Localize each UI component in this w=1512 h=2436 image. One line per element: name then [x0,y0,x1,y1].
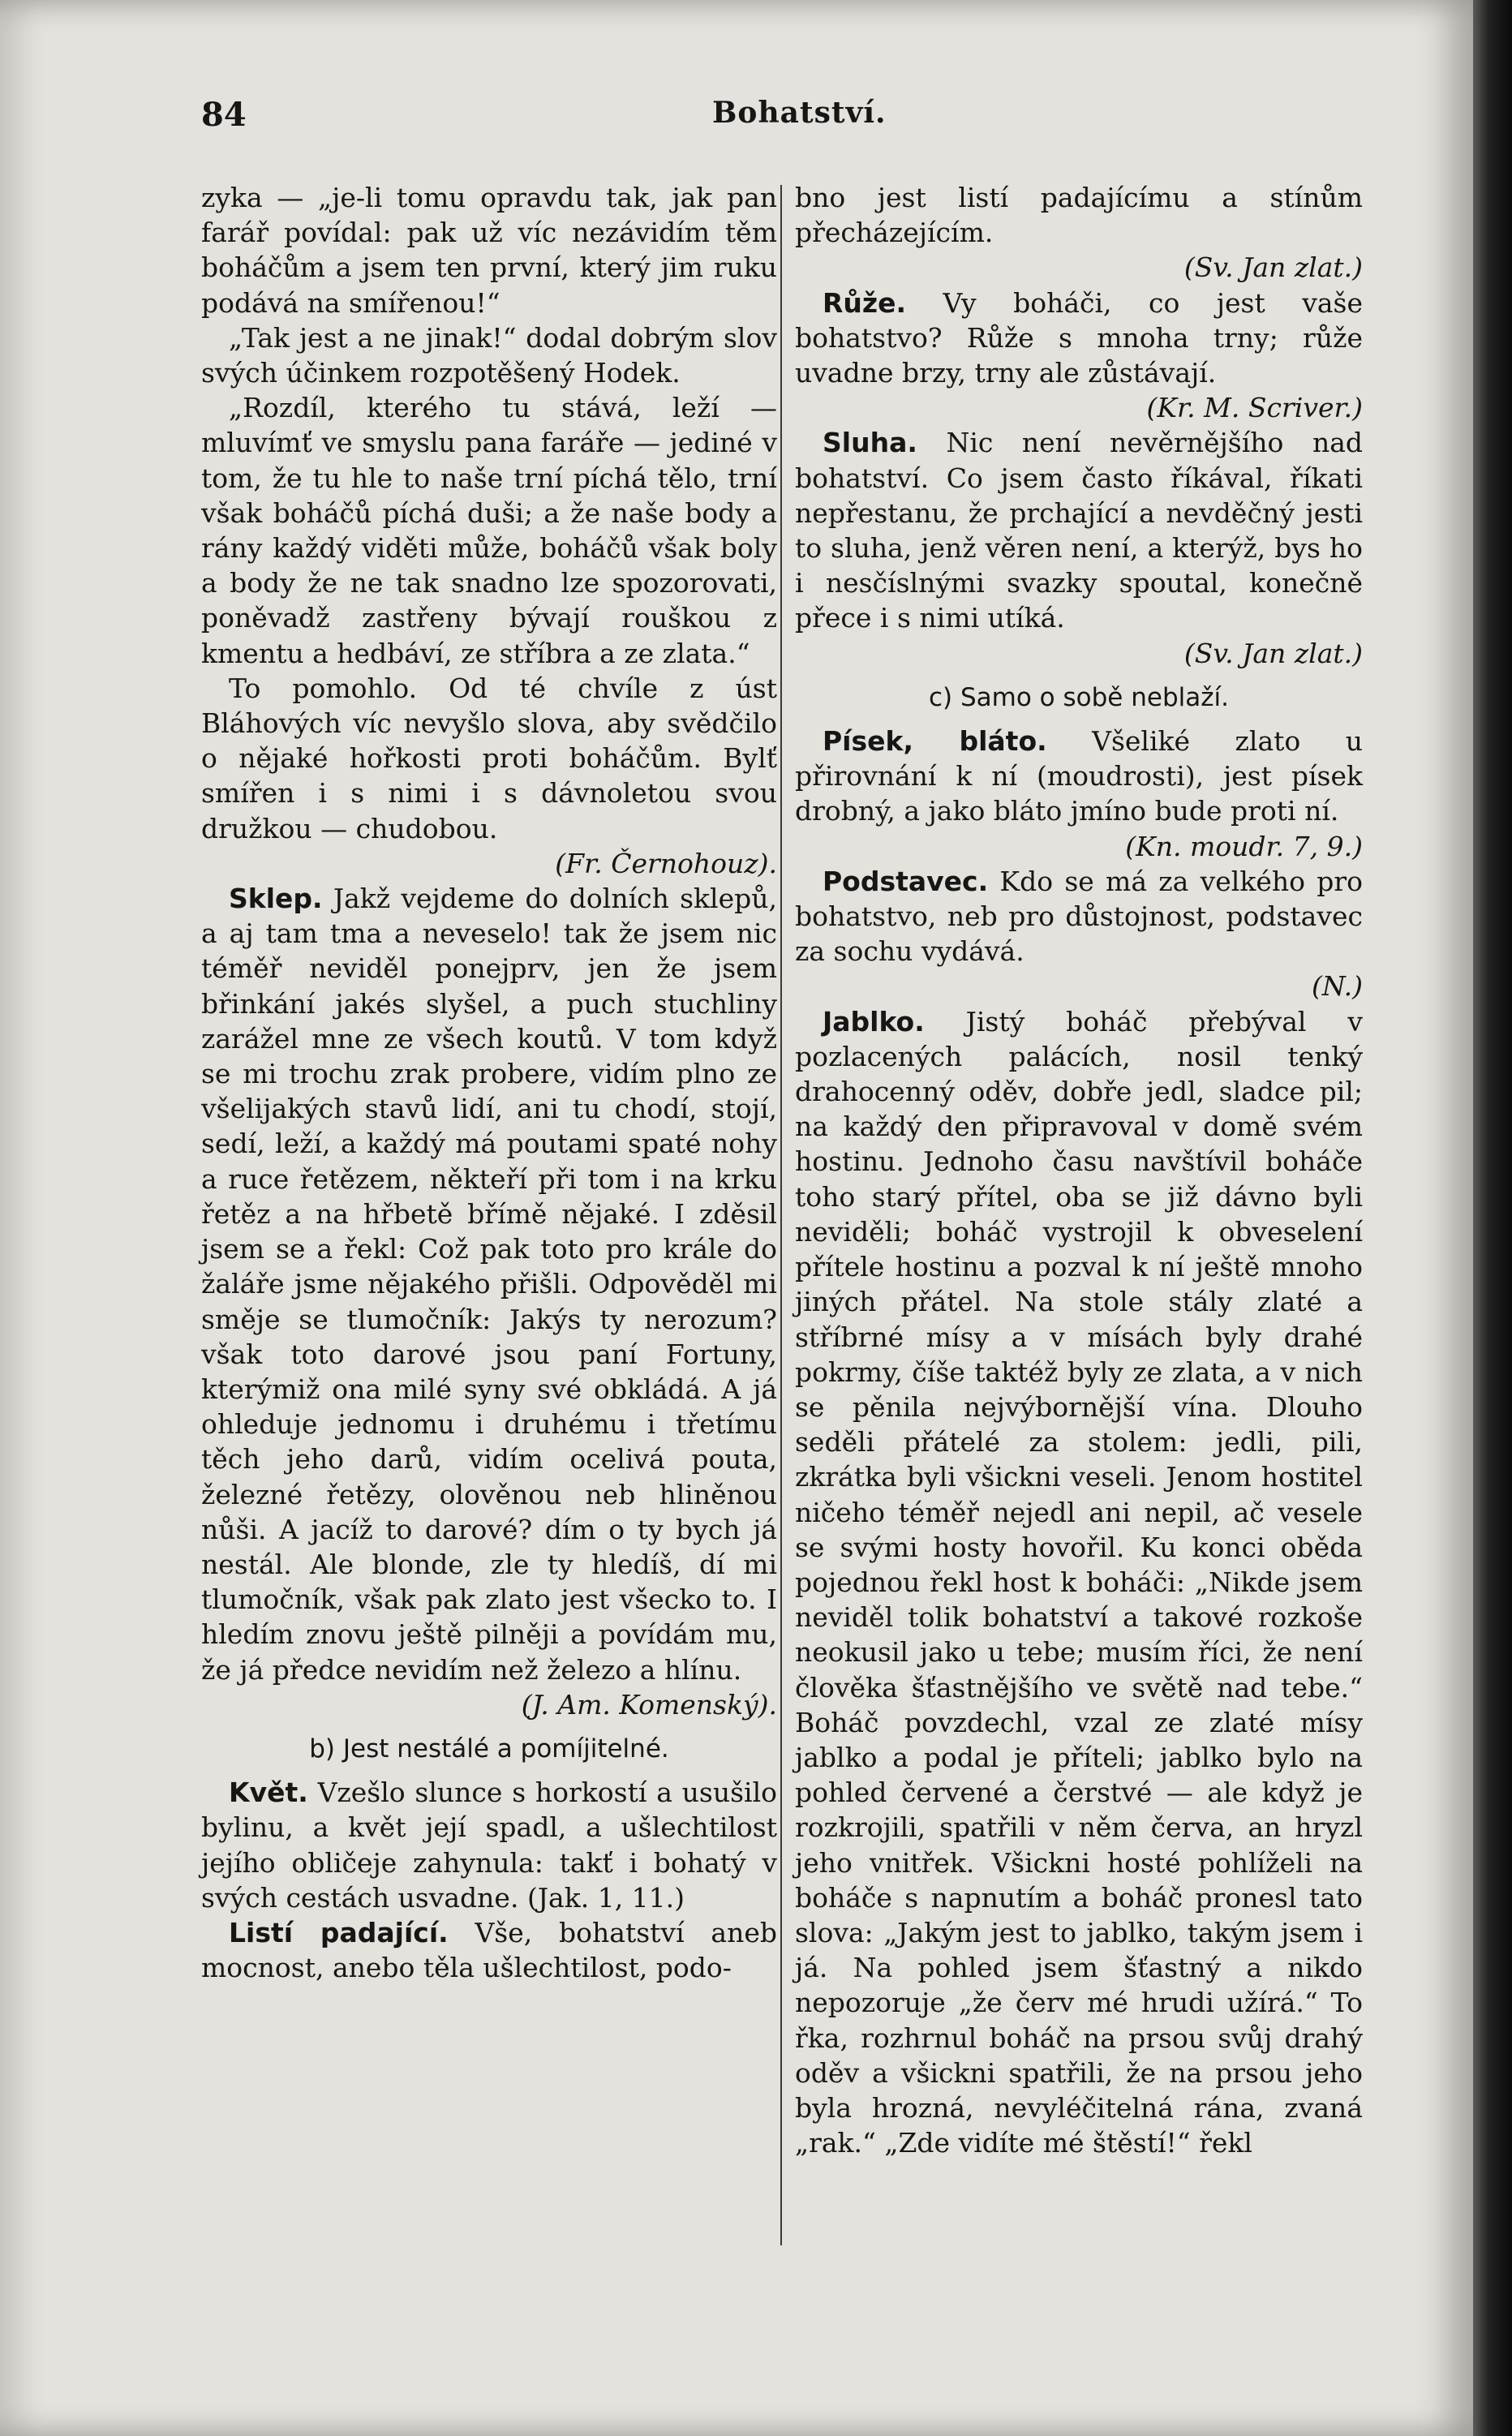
entry-sluha [795,425,1363,635]
entry-keyword: Listí padající. [229,1916,449,1948]
running-head: Bohatství. [712,96,887,130]
entry-jablko [795,1004,1363,2161]
entry-text: Jistý boháč přebýval v pozlacených palácích, nosil tenký drahocenný oděv, dobře jedl, sladce pil; na každý den připravoval v domě svém hostinu. Jednoho času navštívil boháče toho starý přítel, oba se již dávno byli neviděli; boháč vystrojil k obveselení přítele hostinu a pozval k ní ještě mnoho jiných přátel. Na stole stály zlaté a stříbrné mísy a v mísách byly drahé pokrmy, číše taktéž byly ze zlata, a v nich se pěnila nejvýbornější vína. Dlouho seděli přátelé za stolem: jedli, pili, zkrátka byli všickni veseli. Jenom hostitel ničeho téměř nejedl ani nepil, ač vesele se svými hosty hovořil. Ku konci oběda pojednou řekl host k boháči: „Nikde jsem neviděl tolik bohatství a takové rozkoše neokusil jako u tebe; musím říci, že není člověka šťastnějšího ve světě nad tebe.“ Boháč povzdechl, vzal ze zlaté mísy jablko a podal je příteli; jablko bylo na pohled červené a čerstvé — ale když je rozkrojili, spatřili v něm červa, an hryzl jeho vnitřek. Všickni hosté pohlíželi na boháče s napnutím a boháč pronesl tato slova: „Jakým jest to jablko, takým jsem i já. Na pohled jsem šťastný a nikdo nepozoruje „že červ mé hrudi užírá.“ To řka, rozhrnul boháč na prsou svůj drahý oděv a všickni spatřili, že na prsou jeho byla hrozná, nevyléčitelná rána, zvaná „rak.“ „Zde vidíte mé štěstí!“ řekl [795,1005,1363,2159]
entry-keyword: Sluha. [823,427,917,459]
section-heading: c) Samo o sobě neblaží. [929,682,1229,712]
paragraph: zyka — „je-li tomu opravdu tak, jak pan farář povídal: pak už víc nezávidím těm boháčům a jsem ten první, který jim ruku podává na smířenou!“ [201,182,777,319]
page-header [193,96,1371,144]
left-column [201,180,777,1985]
entry-keyword: Písek, bláto. [823,725,1047,758]
entry-text: Nic není nevěrnějšího nad bohatství. Co jsem často říkával, říkati nepřestanu, že prchající a nevděčný jesti to sluha, jenž věren není, a kterýž, bys ho i nesčíslnými svazky spoutal, konečně přece i s nimi utíká. [795,427,1363,634]
paragraph: bno jest listí padajícímu a stínům přecházejícím. [795,182,1363,249]
page-edge-shadow [1473,0,1512,2436]
entry-kvet [201,1775,777,1915]
entry-keyword: Podstavec. [823,865,989,897]
entry-text: Kdo se má za velkého pro bohatstvo, neb pro důstojnost, podstavec za sochu vydává. [795,865,1363,968]
entry-ruze [795,286,1363,391]
source-citation: (Kn. moudr. 7, 9.) [1125,830,1363,862]
entry-text: Vše, bohatství aneb mocnost, anebo těla ušlechtilost, podo- [201,1916,777,1984]
source-citation: (J. Am. Komenský). [521,1688,777,1721]
entry-keyword: Růže. [823,286,907,319]
entry-text: Jakž vejdeme do dolních sklepů, a aj tam tma a neveselo! tak že jsem nic téměř neviděl ponejprv, jen že jsem břinkání jakés slyšel, a puch stuchliny zarážel mne ze všech koutů. V tom když se mi trochu zrak probere, vidím plno ze všelijakých stavů lidí, ani tu chodí, stojí, sedí, leží, a každý má poutami spaté nohy a ruce řetězem, někteří při tom i na krku řetěz a na hřbetě břímě nějaké. I zděsil jsem se a řekl: Což pak toto pro krále do žaláře jsme nějakého přišli. Odpověděl mi směje se tlumočník: Jakýs ty nerozum? však toto darové jsou paní Fortuny, kterýmiž ona milé syny své obkládá. A já ohleduje jednomu i druhému i třetímu těch jeho darů, vidím ocelivá pouta, železné řetězy, olověnou neb hliněnou nůši. A jacíž to darové? dím o ty bych já nestál. Ale blonde, zle ty hledíš, dí mi tlumočník, však pak zlato jest všecko to. I hledím znovu ještě pilněji a povídám mu, že já předce nevidím než železo a hlínu. [201,883,777,1686]
entry-listi [201,1915,777,1985]
source-citation: (Kr. M. Scriver.) [1146,392,1363,424]
entry-keyword: Sklep. [229,883,323,915]
paragraph: „Tak jest a ne jinak!“ dodal dobrým slov svých účinkem rozpotěšený Hodek. [201,321,777,389]
source-citation: (Sv. Jan zlat.) [1183,251,1363,284]
entry-sklep [201,881,777,1687]
entry-text: Vy boháči, co jest vaše bohatstvo? Růže s mnoha trny; růže uvadne brzy, trny ale zůstávají. [795,286,1363,389]
source-citation: (Sv. Jan zlat.) [1183,637,1363,669]
paragraph: „Rozdíl, kterého tu stává, leží — mluvímť ve smyslu pana faráře — jediné v tom, že tu hle to naše trní píchá tělo, trní však boháčů píchá duši; a že naše body a rány každý viděti může, boháčů však boly a body že ne tak snadno lze spozorovati, poněvadž zastřeny bývají rouškou z kmentu a hedbáví, ze stříbra a ze zlata.“ [201,392,777,669]
section-heading: b) Jest nestálé a pomíjitelné. [309,1734,669,1764]
source-citation: (Fr. Černohouz). [555,847,777,879]
entry-keyword: Květ. [229,1777,308,1809]
entry-text: Vzešlo slunce s horkostí a usušilo bylinu, a květ její spadl, a ušlechtilost jejího obličeje zahynula: takť i bohatý v svých cestách usvadne. (Jak. 1, 11.) [201,1777,777,1914]
paragraph: To pomohlo. Od té chvíle z úst Bláhových víc nevyšlo slova, aby svědčilo o nějaké hořkosti proti boháčům. Bylť smířen i s nimi i s dávnoletou svou družkou — chudobou. [201,672,777,844]
entry-text: Všeliké zlato u přirovnání k ní (moudrosti), jest písek drobný, a jako bláto jmíno bude proti ní. [795,725,1363,827]
entry-keyword: Jablko. [823,1005,925,1038]
page-number: 84 [201,96,247,134]
entry-pisek [795,724,1363,829]
column-divider [780,185,782,2245]
entry-podstavec [795,864,1363,969]
right-column [795,180,1363,2160]
source-citation: (N.) [1311,970,1363,1003]
